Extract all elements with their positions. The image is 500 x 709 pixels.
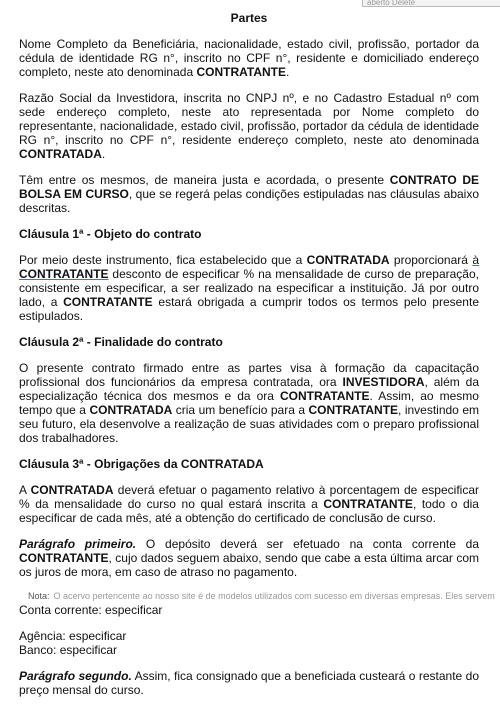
clause2-text-3: . Assim, ao mesmo tempo que a xyxy=(19,389,479,417)
clause2-contratante: CONTRATANTE xyxy=(279,389,370,403)
clause2-contratante-2: CONTRATANTE xyxy=(308,403,399,417)
paragraph-one-label: Parágrafo primeiro. xyxy=(19,537,137,551)
clause3-heading: Cláusula 3ª - Obrigações da CONTRATADA xyxy=(19,457,264,471)
bank-line: Banco: especificar xyxy=(19,643,118,657)
investor-text: Razão Social da Investidora, inscrita no CNPJ nº, e no Cadastro Estadual nº com sede endereço completo, neste ato representada por Nome completo do representante, nacionalidade, estado civil, profissão, portador da cédula de identidade RG n°, inscrito no CPF n°, residente endereço completo, neste ato denominada xyxy=(19,91,479,147)
beneficiary-end: . xyxy=(286,65,290,79)
top-tab-fragment: aberto Delete xyxy=(362,0,500,7)
clause1-paragraph xyxy=(19,253,479,323)
agency-line: Agência: especificar xyxy=(19,629,127,643)
clause3-text-2: deverá efetuar o pagamento relativo à porcentagem de especificar % da mensalidade do curso no qual estará inscrita a xyxy=(19,483,479,511)
clause2-text-2: , além da especialização técnica dos mesmos e da ora xyxy=(19,375,479,403)
clause3-text-1: A xyxy=(19,483,31,497)
clause1-text-2: proporcionará xyxy=(389,253,473,267)
clause2-text-5: , investindo em seu futuro, ela desenvolve a realização de suas atividades com o preparo profissional dos trabalhadores. xyxy=(19,403,479,445)
investor-paragraph xyxy=(19,91,479,161)
agreement-end: , que se regerá pelas condições estipuladas nas cláusulas abaixo descritas. xyxy=(19,187,479,215)
contract-document xyxy=(19,11,479,709)
clause2-text-4: cria um benefício para a xyxy=(172,403,309,417)
footer-note xyxy=(28,590,500,602)
investor-role: CONTRATADA xyxy=(19,147,102,161)
clause2-contratada: CONTRATADA xyxy=(89,403,173,417)
clause1-text-1: Por meio deste instrumento, fica estabelecido que a xyxy=(19,253,307,267)
clause1-text-4: estará obrigada a cumprir todos os termos pelo presente estipulados. xyxy=(19,295,479,323)
paragraph-two-label: Parágrafo segundo. xyxy=(19,669,132,683)
note-text: O acervo pertencente ao nosso site é de modelos utilizados com sucesso em diversas empresas. Eles servem xyxy=(53,591,495,601)
document-title: Partes xyxy=(230,11,268,25)
agreement-text: Têm entre os mesmos, de maneira justa e acordada, o presente xyxy=(19,173,390,187)
contract-name: CONTRATO DE BOLSA EM CURSO xyxy=(19,173,480,201)
paragraph-one-text-1: O depósito deverá ser efetuado na conta corrente da xyxy=(136,537,480,551)
clause1-contratante: CONTRATANTE xyxy=(19,267,109,281)
paragraph-one xyxy=(19,537,479,579)
clause3-text-3: , todo o dia especificar de cada mês, até a obtenção do certificado de conclusão de curso. xyxy=(19,497,479,525)
paragraph-one-contratante: CONTRATANTE xyxy=(19,551,109,565)
paragraph-two-text: Assim, fica consignado que a beneficiada custeará o restante do preço mensal do curso. xyxy=(19,669,480,697)
beneficiary-role: CONTRATANTE xyxy=(196,65,286,79)
clause2-paragraph xyxy=(19,361,479,445)
investor-end: . xyxy=(101,147,106,161)
clause3-contratada: CONTRATADA xyxy=(30,483,114,497)
clause1-contratante-2: CONTRATANTE xyxy=(63,295,153,309)
clause2-heading: Cláusula 2ª - Finalidade do contrato xyxy=(19,335,223,349)
paragraph-one-text-2: , cujo dados seguem abaixo, sendo que cabe a esta última arcar com os juros de mora, em caso de atraso no pagamento. xyxy=(19,551,479,579)
clause1-contratada: CONTRATADA xyxy=(306,253,390,267)
clause3-paragraph xyxy=(19,483,479,525)
clause1-heading: Cláusula 1ª - Objeto do contrato xyxy=(19,227,202,241)
clause1-a: à xyxy=(472,253,479,267)
clause2-investidora: INVESTIDORA xyxy=(342,375,425,389)
beneficiary-text: Nome Completo da Beneficiária, nacionalidade, estado civil, profissão, portador da cédula de identidade RG n°, inscrito no CPF n°, residente e domiciliado endereço completo, neste ato denominada xyxy=(19,37,479,79)
clause2-text-1: O presente contrato firmado entre as partes visa à formação da capacitação profissional dos funcionários da empresa contratada, ora xyxy=(19,361,479,389)
paragraph-two xyxy=(19,669,479,697)
beneficiary-paragraph xyxy=(19,37,479,79)
note-label: Nota: xyxy=(28,591,50,601)
clause3-contratante: CONTRATANTE xyxy=(323,497,413,511)
agreement-paragraph xyxy=(19,173,479,215)
clause1-text-3: desconto de especificar % na mensalidade de curso de preparação, consistente em especificar, a ser realizado na especificar a instituição. Já por outro lado, a xyxy=(19,267,479,309)
account-line: Conta corrente: especificar xyxy=(19,603,163,617)
